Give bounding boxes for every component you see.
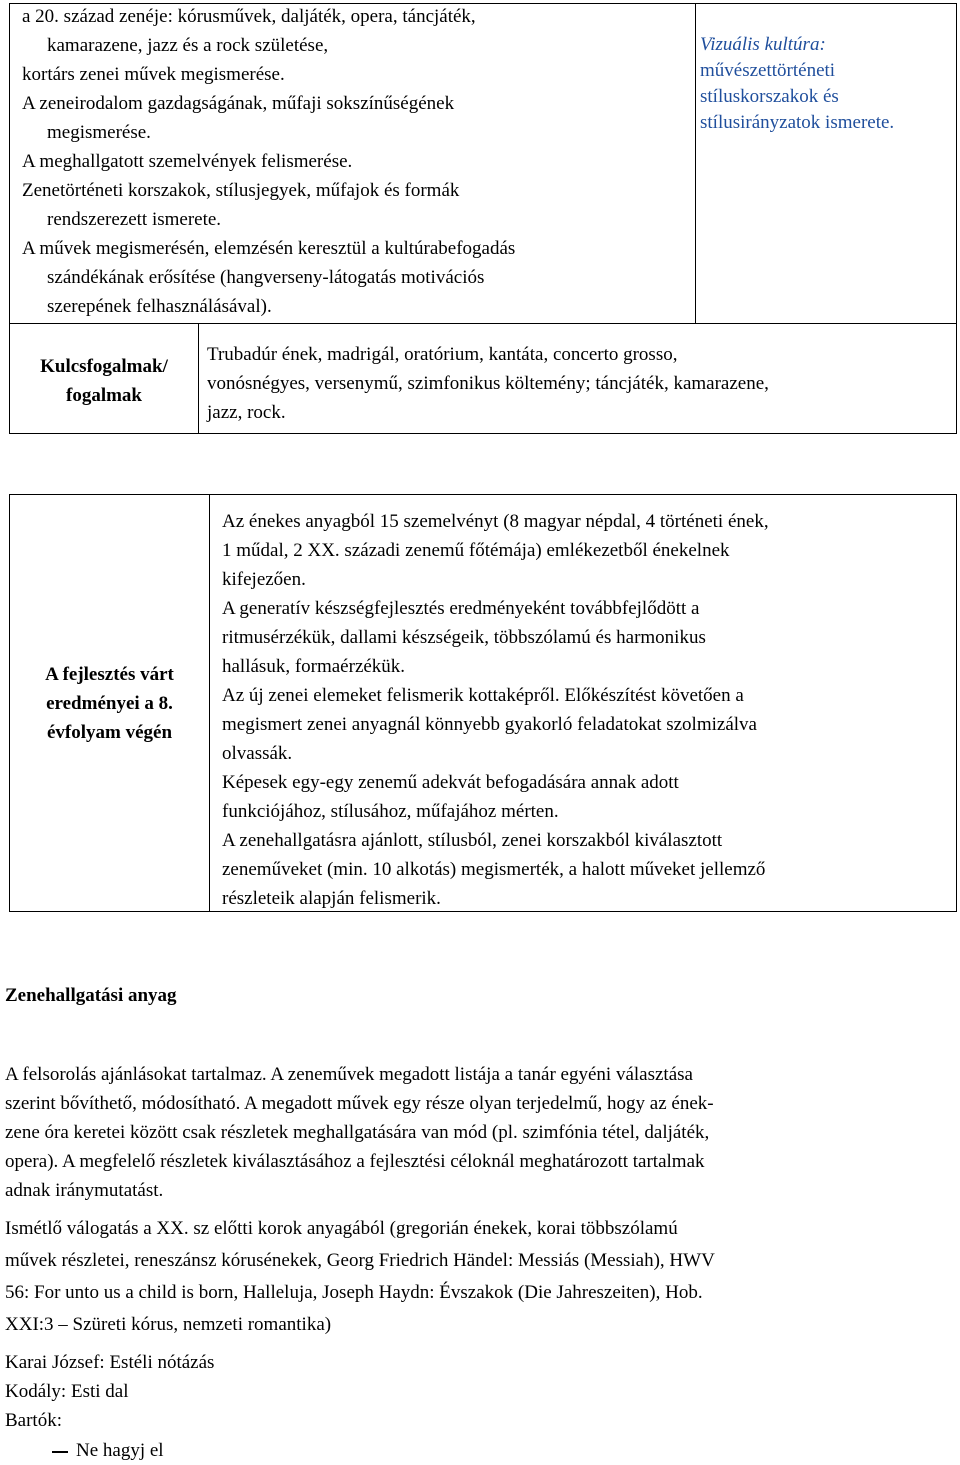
row1-right-line: stílusirányzatok ismerete. — [700, 112, 895, 133]
keywords-content-line: Trubadúr ének, madrigál, oratórium, kantáta, concerto grosso, — [207, 344, 678, 365]
outcomes-label — [9, 660, 210, 747]
paragraph-line: opera). A megfelelő részletek kiválasztásához a fejlesztési céloknál meghatározott tartalmak — [5, 1151, 705, 1172]
row1-left-line: A meghallgatott szemelvények felismerése. — [22, 151, 353, 172]
outcomes-line: részleteik alapján felismerik. — [222, 888, 441, 909]
row1-left-line: szerepének felhasználásával). — [47, 296, 272, 317]
outcomes-label-line: eredményei a 8. — [46, 693, 173, 714]
row1-left-line: a 20. század zenéje: kórusművek, daljáték, opera, táncjáték, — [22, 6, 476, 27]
outcomes-line: A generatív készségfejlesztés eredményeként továbbfejlődött a — [222, 598, 700, 619]
outcomes-line: megismert zenei anyagnál könnyebb gyakorló feladatokat szolmizálva — [222, 714, 757, 735]
outcomes-line: Az új zenei elemeket felismerik kottaképről. Előkészítést követően a — [222, 685, 744, 706]
row1-left-line: kamarazene, jazz és a rock születése, — [47, 35, 329, 56]
keywords-label-line: fogalmak — [66, 385, 142, 406]
paragraph-line: adnak iránymutatást. — [5, 1180, 164, 1201]
keywords-label-line: Kulcsfogalmak/ — [40, 356, 168, 377]
paragraph-line: XXI:3 – Szüreti kórus, nemzeti romantika) — [5, 1314, 332, 1335]
section-heading: Zenehallgatási anyag — [5, 985, 177, 1006]
row1-left-line: Zenetörténeti korszakok, stílusjegyek, műfajok és formák — [22, 180, 460, 201]
paragraph-line: szerint bővíthető, módosítható. A megadott művek egy része olyan terjedelmű, hogy az ének- — [5, 1093, 714, 1114]
list-item: Kodály: Esti dal — [5, 1381, 129, 1402]
list-item: Bartók: — [5, 1410, 62, 1431]
row1-left-line: szándékának erősítése (hangverseny-látogatás motivációs — [47, 267, 485, 288]
outcomes-line: 1 műdal, 2 XX. századi zenemű főtémája) emlékezetből énekelnek — [222, 540, 730, 561]
outcomes-line: Az énekes anyagból 15 szemelvényt (8 magyar népdal, 4 történeti ének, — [222, 511, 769, 532]
outcomes-line: Képesek egy-egy zenemű adekvát befogadására annak adott — [222, 772, 679, 793]
keywords-label — [9, 352, 199, 410]
outcomes-line: funkciójához, stílusához, műfajához mérten. — [222, 801, 559, 822]
paragraph-line: Ismétlő válogatás a XX. sz előtti korok anyagából (gregorián énekek, korai többszólamú — [5, 1218, 678, 1239]
paragraph-line: A felsorolás ajánlásokat tartalmaz. A zeneművek megadott listája a tanár egyéni választása — [5, 1064, 693, 1085]
row1-right-line: művészettörténeti — [700, 60, 836, 81]
row1-left-line: kortárs zenei művek megismerése. — [22, 64, 285, 85]
paragraph-line: művek részletei, reneszánsz kórusénekek, Georg Friedrich Händel: Messiás (Messiah), HWV — [5, 1250, 715, 1271]
row1-left-line: megismerése. — [47, 122, 151, 143]
list-sub-item: Ne hagyj el — [76, 1440, 164, 1461]
list-item: Karai József: Estéli nótázás — [5, 1352, 215, 1373]
outcomes-line: A zenehallgatásra ajánlott, stílusból, zenei korszakból kiválasztott — [222, 830, 723, 851]
outcomes-label-line: évfolyam végén — [46, 722, 173, 743]
outcomes-label-line: A fejlesztés várt — [45, 664, 174, 685]
outcomes-line: hallásuk, formaérzékük. — [222, 656, 406, 677]
keywords-content-line: vonósnégyes, versenymű, szimfonikus költemény; táncjáték, kamarazene, — [207, 373, 769, 394]
paragraph-line: 56: For unto us a child is born, Halleluja, Joseph Haydn: Évszakok (Die Jahreszeiten), Hob. — [5, 1282, 703, 1303]
dash-bullet-icon — [52, 1451, 68, 1453]
row1-left-line: A művek megismerésén, elemzésén keresztül a kultúrabefogadás — [22, 238, 516, 259]
outcomes-line: ritmusérzékük, dallami készségeik, többszólamú és harmonikus — [222, 627, 706, 648]
row1-right-line: stíluskorszakok és — [700, 86, 839, 107]
keywords-content-line: jazz, rock. — [207, 402, 286, 423]
outcomes-line: zeneműveket (min. 10 alkotás) megismerték, a halott műveket jellemző — [222, 859, 766, 880]
paragraph-line: zene óra keretei között csak részletek meghallgatására van mód (pl. szimfónia tétel, daljáték, — [5, 1122, 710, 1143]
row1-right-title: Vizuális kultúra: — [700, 34, 826, 55]
outcomes-line: olvassák. — [222, 743, 293, 764]
row1-left-line: rendszerezett ismerete. — [47, 209, 222, 230]
outcomes-line: kifejezően. — [222, 569, 306, 590]
row1-left-line: A zeneirodalom gazdagságának, műfaji sokszínűségének — [22, 93, 455, 114]
